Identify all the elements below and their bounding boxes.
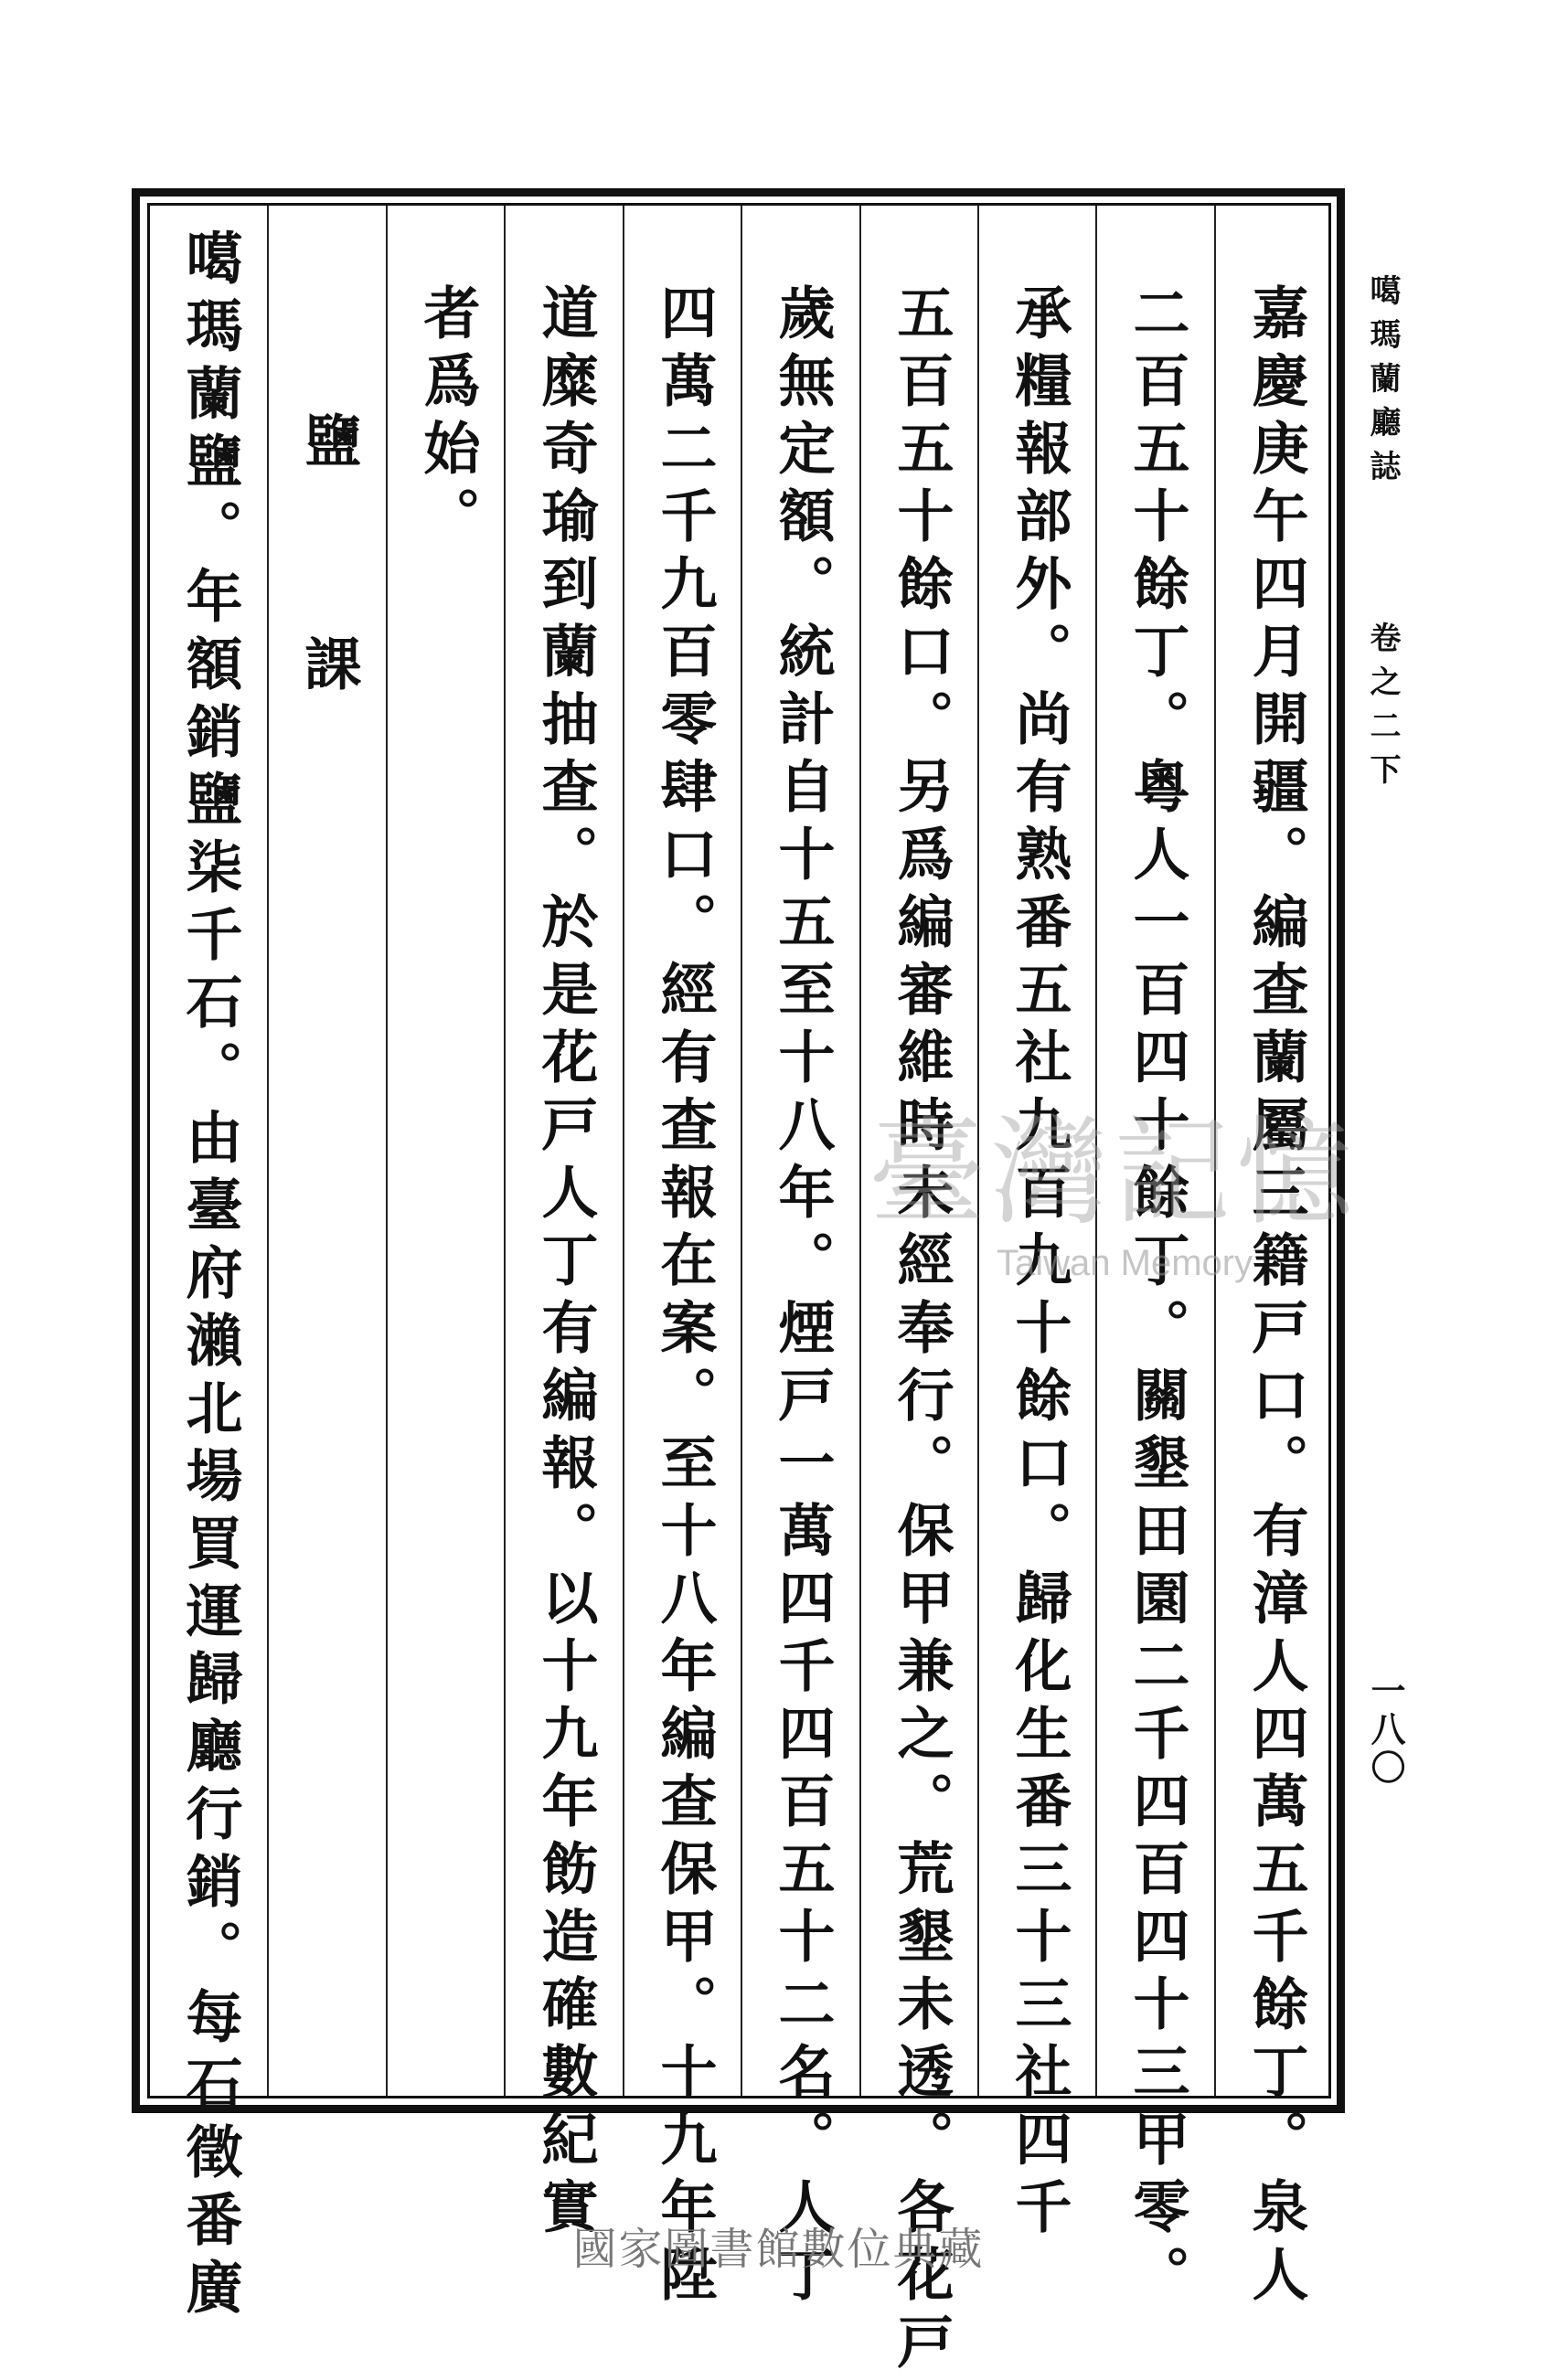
column-rule <box>504 206 506 2096</box>
column-rule <box>741 206 742 2096</box>
watermark-subtext: Taiwan Memory <box>997 1243 1253 1283</box>
text-column-3: 承糧報部外。尚有熟番五社九百九十餘口。歸化生番三十三社四千 <box>1006 283 1072 2245</box>
text-column-2: 二百五十餘丁。粵人一百四十餘丁。關墾田園二千四百四十三甲零。 <box>1124 283 1190 2312</box>
column-rule <box>623 206 624 2096</box>
section-heading: 鹽 課 <box>295 411 362 746</box>
volume-label: 卷之二下 <box>1364 622 1401 797</box>
text-column-4: 五百五十餘口。另爲編審維時未經奉行。保甲兼之。荒墾未透。各花戸 <box>888 283 954 2380</box>
column-rule <box>977 206 979 2096</box>
watermark-text: 臺灣記憶 <box>869 1105 1360 1241</box>
column-rule <box>267 206 269 2096</box>
column-rule <box>1214 206 1216 2096</box>
column-rule <box>859 206 861 2096</box>
book-title: 噶瑪蘭廳誌 <box>1364 274 1401 494</box>
page-number: 一八〇 <box>1365 1673 1406 1788</box>
text-column-10: 噶瑪蘭鹽。年額銷鹽柒千石。由臺府瀨北場買運歸廳行銷。每石徵番廣 <box>176 228 243 2325</box>
text-column-8: 者爲始。 <box>414 283 481 554</box>
text-column-6: 四萬二千九百零肆口。經有查報在案。至十八年編查保甲。十九年陞 <box>651 283 718 2312</box>
text-column-1: 嘉慶庚午四月開疆。編查蘭屬三籍戸口。有漳人四萬五千餘丁。泉人 <box>1242 283 1309 2312</box>
text-column-7: 道糜奇瑜到蘭抽查。於是花戸人丁有編報。以十九年飭造確數紀實 <box>532 283 599 2245</box>
text-column-5: 歲無定額。統計自十五至十八年。煙戸一萬四千四百五十二名。人丁 <box>769 283 836 2312</box>
column-rule <box>1095 206 1097 2096</box>
column-rule <box>386 206 388 2096</box>
footer-credit: 國家圖書館數位典藏 <box>572 2224 985 2275</box>
